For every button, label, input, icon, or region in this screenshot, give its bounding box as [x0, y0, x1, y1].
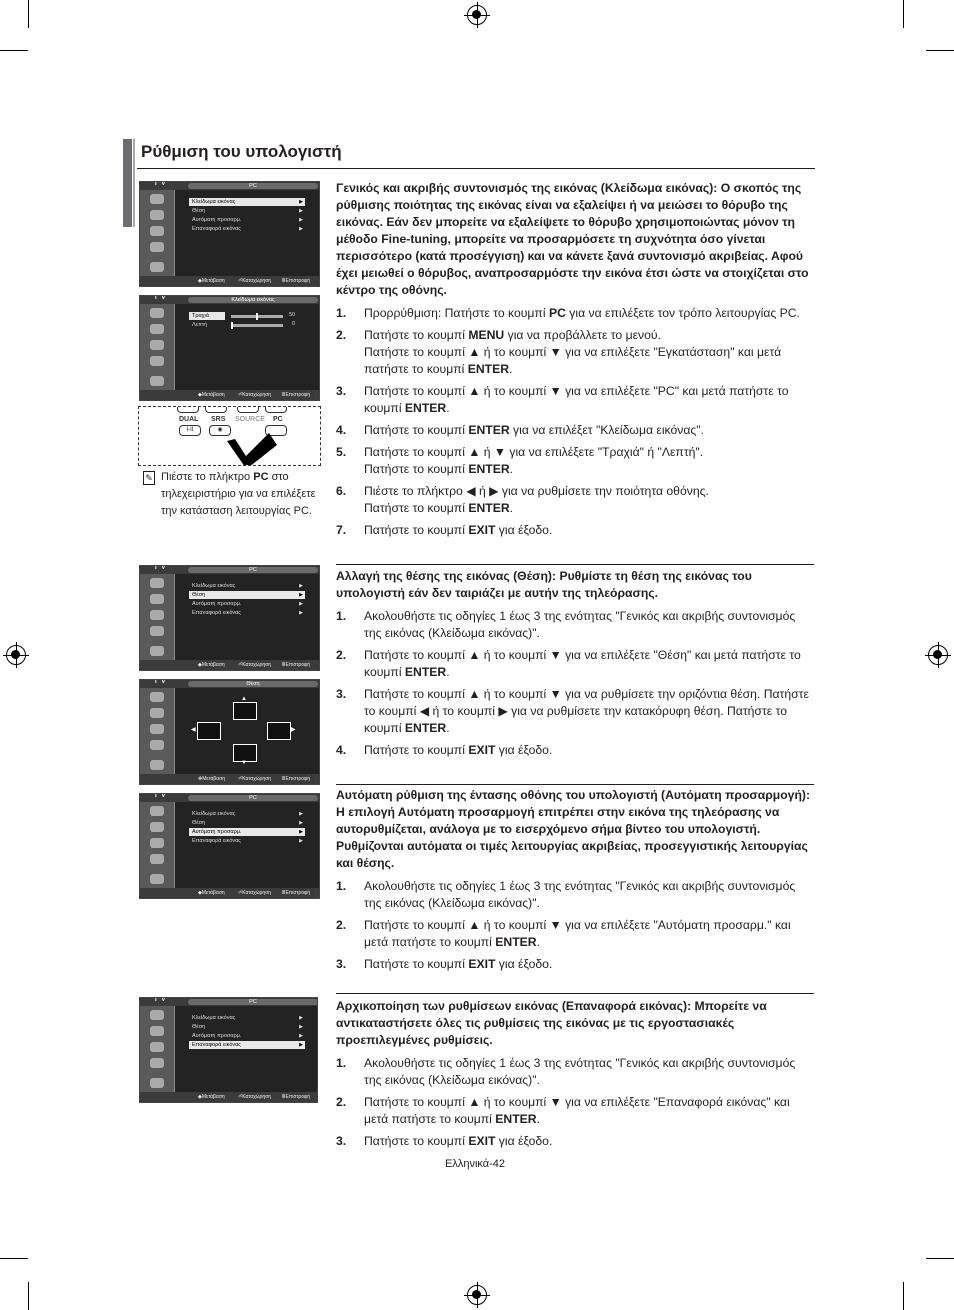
- osd-item-label: Αυτόματη προσαρμ.: [192, 217, 242, 223]
- remote-button: [177, 406, 199, 413]
- arrow-down-icon: ▼: [241, 760, 247, 766]
- osd-item-label: Θέση: [192, 208, 206, 214]
- osd-hint-move: Μετάβαση: [201, 392, 225, 398]
- crop-mark: [28, 1282, 29, 1310]
- registration-mark-icon: [6, 645, 26, 665]
- osd-sidebar: [140, 802, 174, 890]
- remote-source-label: SOURCE: [235, 416, 265, 423]
- picture-icon: [150, 578, 164, 588]
- osd-item-label: Επαναφορά εικόνας: [192, 226, 241, 232]
- osd-bottom-bar: ◆Μετάβαση ⏎Καταχώρηση ⅢΕπιστροφή: [140, 660, 319, 670]
- osd-menu-title: Κλείδωμα εικόνας: [188, 297, 318, 303]
- fine-slider: [231, 324, 283, 327]
- step: 3. Πατήστε το κουμπί EXIT για έξοδο.: [336, 957, 553, 971]
- osd-position-screen: [139, 679, 320, 785]
- input-icon: [150, 262, 164, 272]
- osd-sidebar: [140, 688, 174, 776]
- sound-icon: [150, 210, 164, 220]
- note-text: Πιέστε το πλήκτρο: [161, 471, 254, 483]
- step: 2. Πατήστε το κουμπί ▲ ή το κουμπί ▼ για να επιλέξετε "Θέση" και μετά πατήστε το κουμπί ENTER.: [336, 648, 801, 679]
- osd-item-label: Επαναφορά εικόνας: [192, 610, 241, 616]
- setup-icon: [150, 242, 164, 252]
- picture-icon: [150, 692, 164, 702]
- sound-icon: [150, 822, 164, 832]
- osd-item: Αυτόματη προσαρμ. ▶: [192, 601, 303, 607]
- osd-item-label: Θέση: [192, 1024, 206, 1030]
- osd-item: Επαναφορά εικόνας ▶: [192, 610, 303, 616]
- page-number: Ελληνικά-42: [445, 1158, 506, 1170]
- osd-sidebar: [140, 574, 174, 662]
- osd-menu-title: PC: [188, 183, 318, 189]
- remote-srs-button: ◉: [209, 425, 231, 436]
- osd-item: Κλείδωμα εικόνας ▶: [192, 583, 303, 589]
- osd-clock-lock: [139, 295, 320, 401]
- osd-item-label: Αυτόματη προσαρμ.: [192, 601, 242, 607]
- osd-pc-menu-auto: [139, 793, 320, 899]
- note-key: PC: [253, 471, 269, 483]
- osd-item: Επαναφορά εικόνας ▶: [192, 838, 303, 844]
- osd-item: [189, 312, 225, 320]
- osd-tv-label: T V: [154, 793, 167, 799]
- remote-note: [161, 469, 331, 520]
- osd-bottom-bar: ◆Μετάβαση ⏎Καταχώρηση ⅢΕπιστροφή: [140, 888, 319, 898]
- section-reset: [336, 998, 814, 1150]
- osd-item: Επαναφορά εικόνας ▶: [192, 226, 303, 232]
- crop-mark: [903, 0, 904, 28]
- sound-icon: [150, 1026, 164, 1036]
- osd-tv-label: T V: [154, 565, 167, 571]
- osd-hint-enter: Καταχώρηση: [242, 278, 272, 284]
- note-icon: ✎: [143, 471, 155, 485]
- osd-item: Επαναφορά εικόνας ▶: [189, 1041, 305, 1049]
- section-divider: [336, 993, 814, 994]
- crop-mark: [0, 1258, 28, 1259]
- title-divider: [137, 168, 815, 169]
- osd-item-label: Κλείδωμα εικόνας: [192, 1015, 236, 1021]
- registration-mark-icon: [928, 645, 948, 665]
- osd-panel: [175, 304, 319, 392]
- step: 3. Πατήστε το κουμπί EXIT για έξοδο.: [336, 1134, 553, 1148]
- osd-tv-label: T V: [154, 679, 167, 685]
- osd-item: Κλείδωμα εικόνας ▶: [192, 1015, 303, 1021]
- osd-bottom-bar: ◆Μετάβαση ⏎Καταχώρηση ⅢΕπιστροφή: [140, 276, 319, 286]
- osd-menu-title: PC: [188, 999, 318, 1005]
- osd-hint-enter: Καταχώρηση: [242, 890, 272, 896]
- osd-tv-label: T V: [154, 997, 167, 1003]
- osd-hint-move: Μετάβαση: [201, 278, 225, 284]
- section-divider: [336, 564, 814, 565]
- osd-panel: [175, 574, 319, 662]
- crop-mark: [0, 50, 28, 51]
- osd-hint-return: Επιστροφή: [285, 662, 311, 668]
- position-right-box: [267, 722, 291, 740]
- sound-icon: [150, 324, 164, 334]
- osd-pc-menu-clock: [139, 181, 320, 287]
- sound-icon: [150, 708, 164, 718]
- osd-item: Θέση ▶: [192, 1024, 303, 1030]
- osd-hint-move: Μετάβαση: [202, 776, 226, 782]
- osd-hint-return: Επιστροφή: [285, 890, 311, 896]
- crop-mark: [926, 50, 954, 51]
- input-icon: [150, 646, 164, 656]
- step: 4. Πατήστε το κουμπί ENTER για να επιλέξετ "Κλείδωμα εικόνας".: [336, 423, 704, 437]
- step: 4. Πατήστε το κουμπί EXIT για έξοδο.: [336, 743, 553, 757]
- remote-dual-sub: I-II: [186, 427, 194, 433]
- osd-hint-enter: Καταχώρηση: [242, 1094, 272, 1100]
- osd-sidebar: [140, 304, 174, 392]
- input-icon: [150, 376, 164, 386]
- osd-bottom-bar: ◆Μετάβαση ⏎Καταχώρηση ⅢΕπιστροφή: [140, 1092, 317, 1102]
- step: 2. Πατήστε το κουμπί MENU για να προβάλλετε το μενού. Πατήστε το κουμπί ▲ ή το κουμπί ▼ για να επιλέξετε "Εγκατάσταση" και μετά πατήστε το κουμπί ENTER.: [336, 328, 782, 376]
- osd-item: [189, 321, 225, 329]
- arrow-right-icon: ▶: [291, 727, 296, 733]
- channel-icon: [150, 838, 164, 848]
- registration-mark-icon: [467, 5, 487, 25]
- section-heading: Αρχικοποίηση των ρυθμίσεων εικόνας (Επαναφορά εικόνας): Μπορείτε να αντικαταστήσετε όλες τις ρυθμίσεις της εικόνας με τις εργοστασιακές προεπιλεγμένες ρυθμίσεις.: [336, 999, 767, 1047]
- osd-panel: [175, 1006, 317, 1094]
- registration-mark-icon: [467, 1285, 487, 1305]
- remote-button: [265, 406, 287, 413]
- setup-icon: [150, 1058, 164, 1068]
- osd-item-label: Θέση: [192, 820, 206, 826]
- osd-item: Κλείδωμα εικόνας ▶: [189, 198, 305, 206]
- osd-hint-move: Μετάβαση: [201, 662, 225, 668]
- crop-mark: [28, 0, 29, 28]
- remote-button: [205, 406, 227, 413]
- coarse-value: 50: [289, 312, 296, 318]
- remote-dual-button: [179, 425, 201, 436]
- step: 3. Πατήστε το κουμπί ▲ ή το κουμπί ▼ για να ρυθμίσετε την οριζόντια θέση. Πατήστε το κουμπί ◀ ή το κουμπί ▶ για να ρυθμίσετε την κατακόρυφη θέση. Πατήστε το κουμπί ENTER.: [336, 687, 809, 735]
- crop-mark: [926, 1258, 954, 1259]
- input-icon: [150, 760, 164, 770]
- step: 1. Προρρύθμιση: Πατήστε το κουμπί PC για να επιλέξετε τον τρόπο λειτουργίας PC.: [336, 306, 800, 320]
- pointer-arrow-icon: [219, 429, 289, 466]
- remote-srs-label: SRS: [211, 416, 226, 423]
- osd-hint-enter: Καταχώρηση: [242, 392, 272, 398]
- osd-item: Θέση ▶: [192, 208, 303, 214]
- remote-pc-label: PC: [273, 416, 283, 423]
- osd-panel: [175, 190, 319, 278]
- osd-item: Αυτόματη προσαρμ. ▶: [192, 217, 303, 223]
- section-heading: Αυτόματη ρύθμιση της έντασης οθόνης του υπολογιστή (Αυτόματη προσαρμογή): Η επιλογή Αυτόματη προσαρμογή επιτρέπει στην εικόνα της τηλεόρασης να αυτορυθμίζεται, ανάλογα με το εισερχόμενο σήμα βίντεο του υπολογιστή. Ρυθμίζονται αυτόματα οι τιμές λειτουργίας ακριβείας, προσεγγιστικής λειτουργίας και θέσης.: [336, 788, 811, 870]
- osd-item-label: Κλείδωμα εικόνας: [192, 199, 236, 205]
- osd-hint-enter: Καταχώρηση: [242, 776, 272, 782]
- osd-bottom-bar: ◆Μετάβαση ⏎Καταχώρηση ⅢΕπιστροφή: [140, 390, 319, 400]
- step: 2. Πατήστε το κουμπί ▲ ή το κουμπί ▼ για να επιλέξετε "Επαναφορά εικόνας" και μετά πατήστε το κουμπί ENTER.: [336, 1095, 790, 1126]
- input-icon: [150, 874, 164, 884]
- section-position: [336, 568, 814, 759]
- channel-icon: [150, 724, 164, 734]
- osd-menu-title: PC: [188, 567, 318, 573]
- osd-item: Θέση ▶: [192, 820, 303, 826]
- channel-icon: [150, 610, 164, 620]
- osd-tv-label: T V: [154, 181, 167, 187]
- osd-pc-menu-position: [139, 565, 320, 671]
- setup-icon: [150, 740, 164, 750]
- remote-dual-label: DUAL: [179, 416, 199, 423]
- osd-item-label: Κλείδωμα εικόνας: [192, 583, 236, 589]
- osd-bottom-bar: ✥Μετάβαση ⏎Καταχώρηση ⅢΕπιστροφή: [140, 774, 319, 784]
- arrow-up-icon: ▲: [241, 696, 247, 702]
- setup-icon: [150, 356, 164, 366]
- section-heading: Αλλαγή της θέσης της εικόνας (Θέση): Ρυθμίστε τη θέση της εικόνας του υπολογιστή εάν δεν ταιριάζει με αυτήν της τηλεόρασης.: [336, 569, 752, 600]
- osd-pc-menu-reset: [139, 997, 318, 1103]
- note-text: στο τηλεχειριστήριο για να επιλέξετε την κατάσταση λειτουργίας PC.: [161, 471, 316, 517]
- setup-icon: [150, 626, 164, 636]
- osd-hint-move: Μετάβαση: [201, 890, 225, 896]
- step: 2. Πατήστε το κουμπί ▲ ή το κουμπί ▼ για να επιλέξετε "Αυτόματη προσαρμ." και μετά πατήστε το κουμπί ENTER.: [336, 918, 791, 949]
- osd-menu-title: PC: [188, 795, 318, 801]
- picture-icon: [150, 806, 164, 816]
- osd-hint-return: Επιστροφή: [285, 278, 311, 284]
- remote-button: [237, 406, 259, 413]
- arrow-left-icon: ◀: [191, 727, 196, 733]
- channel-icon: [150, 340, 164, 350]
- section-clock-lock: [336, 180, 814, 539]
- step: 1. Ακολουθήστε τις οδηγίες 1 έως 3 της ενότητας "Γενικός και ακριβής συντονισμός της εικόνας (Κλείδωμα εικόνας)".: [336, 1056, 796, 1087]
- osd-item: Αυτόματη προσαρμ. ▶: [192, 1033, 303, 1039]
- coarse-slider: [231, 315, 283, 318]
- osd-item-label: Επαναφορά εικόνας: [192, 838, 241, 844]
- section-bar: [123, 139, 132, 227]
- osd-hint-move: Μετάβαση: [201, 1094, 225, 1100]
- osd-sidebar: [140, 190, 174, 278]
- section-heading: Γενικός και ακριβής συντονισμός της εικόνας (Κλείδωμα εικόνας): Ο σκοπός της ρύθμισης ποιότητας της εικόνας είναι να εξαλείψει ή να μειώσει το θόρυβο της εικόνας. Εάν δεν μπορείτε να εξαλείψετε το θόρυβο χρησιμοποιώντας μόνον τη μέθοδο Fine-tuning, μπορείτε να προσαρμόσετε τη συχνότητα όσο γίνεται περισσότερο (κατά προσέγγιση) και να κάνετε ξανά συντονισμό ακριβείας. Αφού έχει μειωθεί ο θόρυβος, αναπροσαρμόστε την εικόνα έτσι ώστε να στοιχίζεται στο κέντρο της οθόνης.: [336, 181, 809, 297]
- picture-icon: [150, 1010, 164, 1020]
- input-icon: [150, 1078, 164, 1088]
- channel-icon: [150, 226, 164, 236]
- osd-item-label: Αυτόματη προσαρμ.: [192, 829, 242, 835]
- step: 1. Ακολουθήστε τις οδηγίες 1 έως 3 της ενότητας "Γενικός και ακριβής συντονισμός της εικόνας (Κλείδωμα εικόνας)".: [336, 609, 796, 640]
- page-title: Ρύθμιση του υπολογιστή: [141, 142, 342, 161]
- osd-panel: [175, 802, 319, 890]
- fine-value: 0: [292, 321, 296, 327]
- osd-hint-enter: Καταχώρηση: [242, 662, 272, 668]
- osd-coarse-label: Τραχιά: [192, 313, 209, 319]
- step: 1. Ακολουθήστε τις οδηγίες 1 έως 3 της ενότητας "Γενικός και ακριβής συντονισμός της εικόνας (Κλείδωμα εικόνας)".: [336, 879, 796, 910]
- osd-item-label: Κλείδωμα εικόνας: [192, 811, 236, 817]
- setup-icon: [150, 854, 164, 864]
- osd-item: Αυτόματη προσαρμ. ▶: [189, 828, 305, 836]
- picture-icon: [150, 308, 164, 318]
- osd-item: Κλείδωμα εικόνας ▶: [192, 811, 303, 817]
- step: 5. Πατήστε το κουμπί ▲ ή ▼ για να επιλέξετε "Τραχιά" ή "Λεπτή". Πατήστε το κουμπί ENTER.: [336, 445, 704, 476]
- osd-fine-label: Λεπτή: [192, 322, 208, 328]
- osd-hint-return: Επιστροφή: [285, 1094, 311, 1100]
- section-bar-accent: [133, 139, 135, 227]
- channel-icon: [150, 1042, 164, 1052]
- osd-hint-return: Επιστροφή: [285, 776, 311, 782]
- osd-tv-label: T V: [154, 295, 167, 301]
- position-left-box: [197, 722, 221, 740]
- picture-icon: [150, 194, 164, 204]
- osd-item-label: Θέση: [192, 592, 206, 598]
- osd-item: Θέση ▶: [189, 591, 305, 599]
- osd-item-label: Επαναφορά εικόνας: [192, 1042, 241, 1048]
- crop-mark: [903, 1282, 904, 1310]
- section-auto-adjust: [336, 787, 814, 973]
- sound-icon: [150, 594, 164, 604]
- step: 6. Πιέστε το πλήκτρο ◀ ή ▶ για να ρυθμίσετε την ποιότητα οθόνης. Πατήστε το κουμπί ENTER.: [336, 484, 709, 515]
- osd-hint-return: Επιστροφή: [285, 392, 311, 398]
- osd-menu-title: Θέση: [188, 681, 318, 687]
- osd-sidebar: [140, 1006, 174, 1094]
- position-up-box: [233, 702, 257, 720]
- step: 3. Πατήστε το κουμπί ▲ ή το κουμπί ▼ για να επιλέξετε "PC" και μετά πατήστε το κουμπί ENTER.: [336, 384, 789, 415]
- osd-panel: [175, 688, 319, 776]
- osd-item-label: Αυτόματη προσαρμ.: [192, 1033, 242, 1039]
- section-divider: [336, 784, 814, 785]
- remote-control-illustration: [138, 406, 321, 466]
- step: 7. Πατήστε το κουμπί EXIT για έξοδο.: [336, 523, 553, 537]
